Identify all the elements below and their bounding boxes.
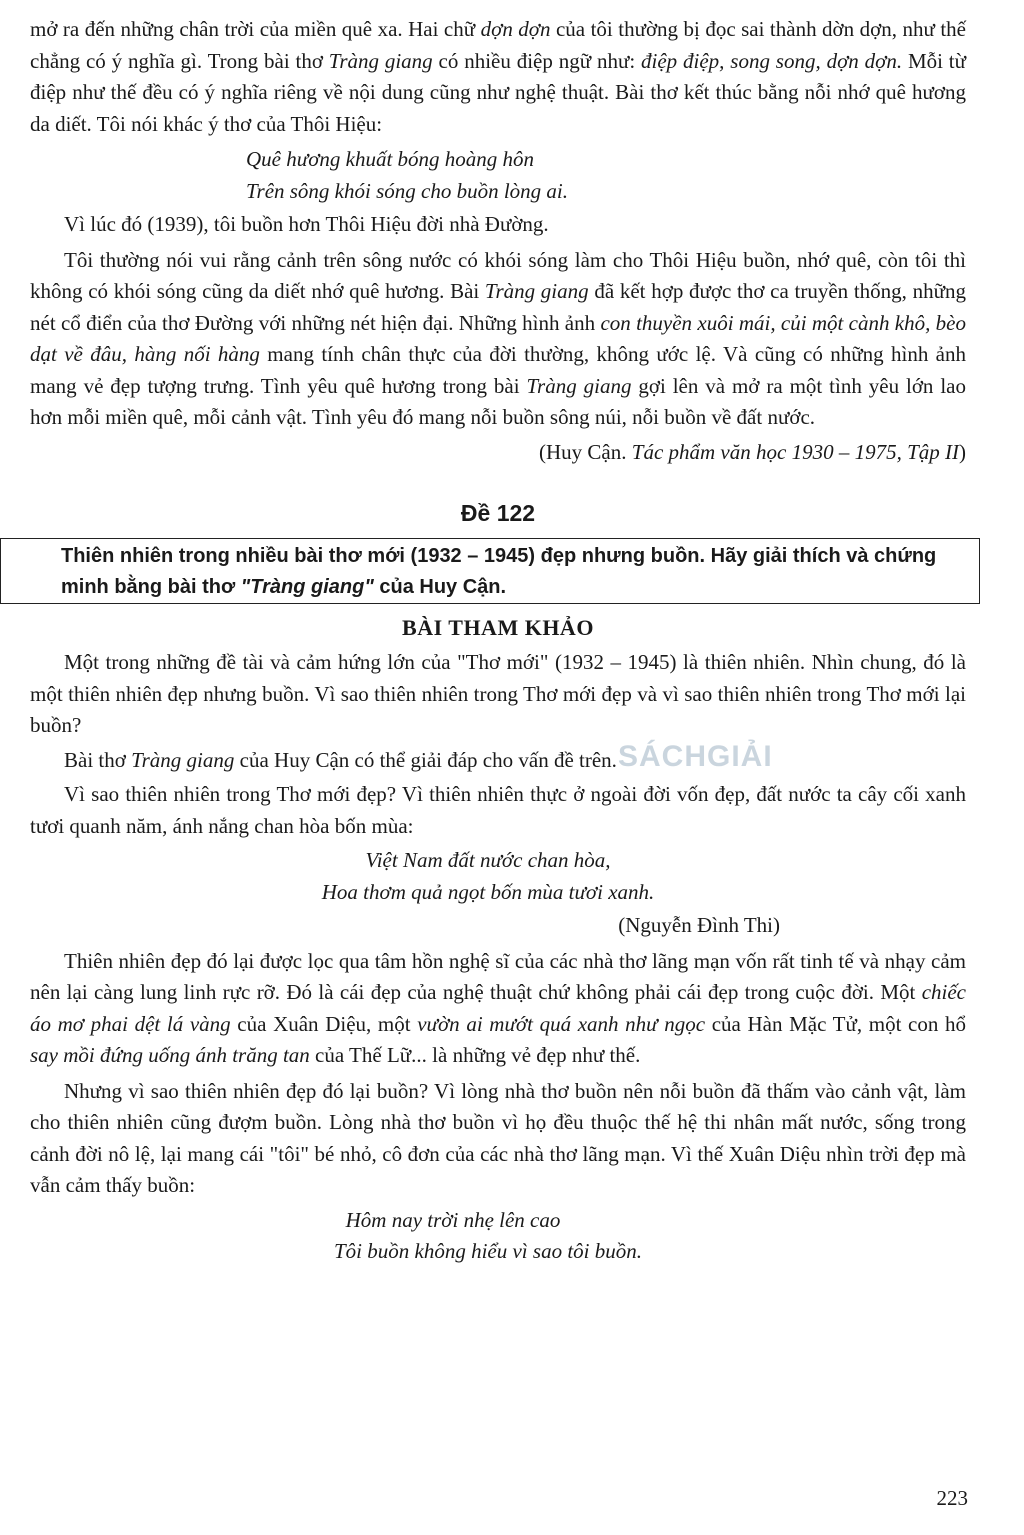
paragraph-noi-vui: Tôi thường nói vui rằng cảnh trên sông nước có khói sóng làm cho Thôi Hiệu buồn, nhớ quê, còn tôi thì không có khói sóng cũng da diết nhớ quê hương. Bài Tràng giang đã kết hợp được thơ ca truyền thống, những nét cổ điển của thơ Đường với những nét hiện đại. Những hình ảnh con thuyền xuôi mái, củi một cành khô, bèo dạt về đâu, hàng nối hàng mang tính chân thực của đời thường, không ước lệ. Và cũng có những hình ảnh mang vẻ đẹp tượng trưng. Tình yêu quê hương trong bài Tràng giang gợi lên và mở ra một tình yêu lớn lao hơn mỗi miền quê, mỗi cảnh vật. Tình yêu đó mang nỗi buồn sông núi, nỗi buồn về đất nước. (30, 247, 967, 429)
paragraph-vi-sao-buon: Nhưng vì sao thiên nhiên đẹp đó lại buồn? Vì lòng nhà thơ buồn nên nỗi buồn đã thấm vào cảnh vật, làm cho thiên nhiên cũng đượm buồn. Lòng nhà thơ buồn vì họ đều thuộc thế hệ thi nhân mất nước, sống trong cảnh đời nô lệ, lại mang cái "tôi" bé nhỏ, cô đơn của các nhà thơ lãng mạn. Vì thế Xuân Diệu nhìn trời đẹp mà vẫn cảm thấy buồn: (30, 1078, 966, 1197)
verse-line: Việt Nam đất nước chan hòa, (365, 848, 611, 872)
verse-line: Trên sông khói sóng cho buồn lòng ai. (246, 178, 569, 203)
verse-line: Quê hương khuất bóng hoàng hôn (246, 147, 535, 171)
paragraph-giai-dap: Bài thơ Tràng giang của Huy Cận có thể giải đáp cho vấn đề trên. (64, 747, 617, 772)
paragraph-loc-qua-tam-hon: Thiên nhiên đẹp đó lại được lọc qua tâm hồn nghệ sĩ của các nhà thơ lãng mạn vốn rất tinh tế và nhạy cảm nên lại càng lung linh rực rỡ. Đó là cái đẹp của nghệ thuật chứ không phải cái đẹp trong cuộc đời. Một chiếc áo mơ phai dệt lá vàng của Xuân Diệu, một vườn ai mướt quá xanh như ngọc của Hàn Mặc Tử, một con hổ say mồi đứng uống ánh trăng tan của Thế Lữ... là những vẻ đẹp như thế. (30, 948, 966, 1067)
citation: (Huy Cận. Tác phẩm văn học 1930 – 1975, Tập II) (539, 439, 966, 464)
verse-line: Hoa thơm quả ngọt bốn mùa tươi xanh. (321, 879, 655, 904)
paragraph-de-tai: Một trong những đề tài và cảm hứng lớn của "Thơ mới" (1932 – 1945) là thiên nhiên. Nhìn chung, đó là một thiên nhiên đẹp nhưng buồn. Vì sao thiên nhiên trong Thơ mới đẹp và vì sao thiên nhiên trong Thơ mới lại buồn? (30, 650, 966, 737)
exercise-heading: Đề 122 (460, 500, 536, 526)
paragraph-intro: mở ra đến những chân trời của miền quê xa. Hai chữ dợn dợn của tôi thường bị đọc sai thành dờn dợn, như thế chẳng có ý nghĩa gì. Trong bài thơ Tràng giang có nhiều điệp ngữ như: điệp điệp, song song, dợn dợn. Mỗi từ điệp như thế đều có ý nghĩa riêng về nội dung cũng như nghệ thuật. Bài thơ kết thúc bằng nỗi nhớ quê hương da diết. Tôi nói khác ý thơ của Thôi Hiệu: (30, 17, 967, 136)
task-box: Thiên nhiên trong nhiều bài thơ mới (1932 – 1945) đẹp nhưng buồn. Hãy giải thích và chứng minh bằng bài thơ "Tràng giang" của Huy Cận. (0, 538, 980, 604)
page-content (30, 14, 966, 1268)
verse-line: Tôi buồn không hiểu vì sao tôi buồn. (334, 1239, 642, 1263)
watermark-logo: SÁCHGIẢI (618, 740, 773, 773)
verse-line: Hôm nay trời nhẹ lên cao (345, 1207, 561, 1232)
verse-xuan-dieu (30, 1205, 966, 1268)
verse-thoi-hieu (30, 144, 966, 207)
page-number: 223 (936, 1486, 968, 1510)
verse-author: (Nguyễn Đình Thi) (618, 913, 780, 937)
verse-nguyen-dinh-thi (30, 845, 966, 908)
paragraph-vi-sao-dep: Vì sao thiên nhiên trong Thơ mới đẹp? Vì thiên nhiên thực ở ngoài đời vốn đẹp, đất nước ta cây cối xanh tươi quanh năm, ánh nắng chan hòa bốn mùa: (30, 782, 966, 838)
reference-heading: BÀI THAM KHẢO (402, 614, 594, 640)
paragraph-1939: Vì lúc đó (1939), tôi buồn hơn Thôi Hiệu đời nhà Đường. (64, 212, 549, 236)
